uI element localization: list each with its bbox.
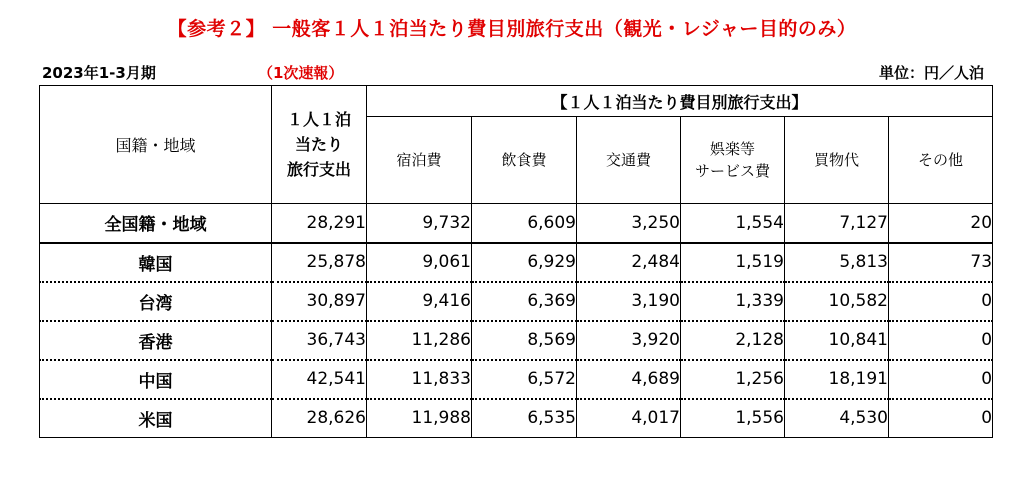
cell-food: 6,572 [472,360,577,399]
row-country: 全国籍・地域 [40,204,272,243]
cell-transport: 3,250 [577,204,681,243]
header-entertainment-line-2: サービス費 [694,162,770,180]
cell-food: 6,535 [472,399,577,438]
cell-total: 30,897 [272,282,367,321]
cell-other: 0 [889,360,993,399]
cell-accommodation: 9,416 [367,282,472,321]
cell-total: 25,878 [272,243,367,282]
cell-shopping: 10,582 [785,282,889,321]
unit-label: 単位：円／人泊 [878,64,984,82]
table-row [40,204,993,243]
cell-entertainment: 2,128 [681,321,785,360]
cell-other: 0 [889,282,993,321]
cell-other: 0 [889,321,993,360]
cell-accommodation: 11,286 [367,321,472,360]
header-other-text: その他 [918,151,964,169]
cell-accommodation: 11,833 [367,360,472,399]
header-shopping-text: 買物代 [813,151,859,169]
cell-other: 20 [889,204,993,243]
header-total-line-1: １人１泊 [286,110,351,129]
row-country: 韓国 [40,243,272,282]
cell-food: 8,569 [472,321,577,360]
header-total-line-2: 当たり [294,135,343,154]
table-row [40,282,993,321]
header-transport-text: 交通費 [605,151,651,169]
cell-accommodation: 9,732 [367,204,472,243]
header-food-text: 飲食費 [501,151,547,169]
cell-other: 0 [889,399,993,438]
cell-entertainment: 1,339 [681,282,785,321]
cell-transport: 3,920 [577,321,681,360]
cell-shopping: 5,813 [785,243,889,282]
cell-entertainment: 1,556 [681,399,785,438]
cell-transport: 4,689 [577,360,681,399]
header-entertainment [681,117,785,204]
table-row [40,360,993,399]
header-total [272,86,367,204]
cell-other: 73 [889,243,993,282]
preliminary-note: （1次速報） [258,64,344,82]
cell-transport: 3,190 [577,282,681,321]
cell-food: 6,369 [472,282,577,321]
cell-transport: 2,484 [577,243,681,282]
cell-food: 6,929 [472,243,577,282]
row-country: 中国 [40,360,272,399]
expenditure-table [39,85,993,438]
table-row [40,243,993,282]
row-country: 米国 [40,399,272,438]
cell-entertainment: 1,554 [681,204,785,243]
cell-shopping: 10,841 [785,321,889,360]
header-entertainment-line-1: 娯楽等 [709,140,755,158]
cell-shopping: 7,127 [785,204,889,243]
cell-total: 36,743 [272,321,367,360]
header-transport [577,117,681,204]
cell-transport: 4,017 [577,399,681,438]
row-country: 香港 [40,321,272,360]
row-country: 台湾 [40,282,272,321]
header-accommodation [367,117,472,204]
table-row [40,321,993,360]
header-accommodation-text: 宿泊費 [396,151,442,169]
cell-entertainment: 1,256 [681,360,785,399]
cell-entertainment: 1,519 [681,243,785,282]
cell-shopping: 4,530 [785,399,889,438]
cell-total: 28,626 [272,399,367,438]
header-group: 【１人１泊当たり費目別旅行支出】 [367,86,993,117]
report-title: 【参考２】 一般客１人１泊当たり費目別旅行支出（観光・レジャー目的のみ） [167,18,857,40]
header-total-line-3: 旅行支出 [286,160,351,179]
cell-accommodation: 9,061 [367,243,472,282]
period-label: 2023年1-3月期 [42,64,156,82]
cell-total: 42,541 [272,360,367,399]
header-food [472,117,577,204]
cell-shopping: 18,191 [785,360,889,399]
cell-accommodation: 11,988 [367,399,472,438]
header-other [889,117,993,204]
cell-total: 28,291 [272,204,367,243]
header-country: 国籍・地域 [40,86,272,204]
cell-food: 6,609 [472,204,577,243]
table-row [40,399,993,438]
header-shopping [785,117,889,204]
